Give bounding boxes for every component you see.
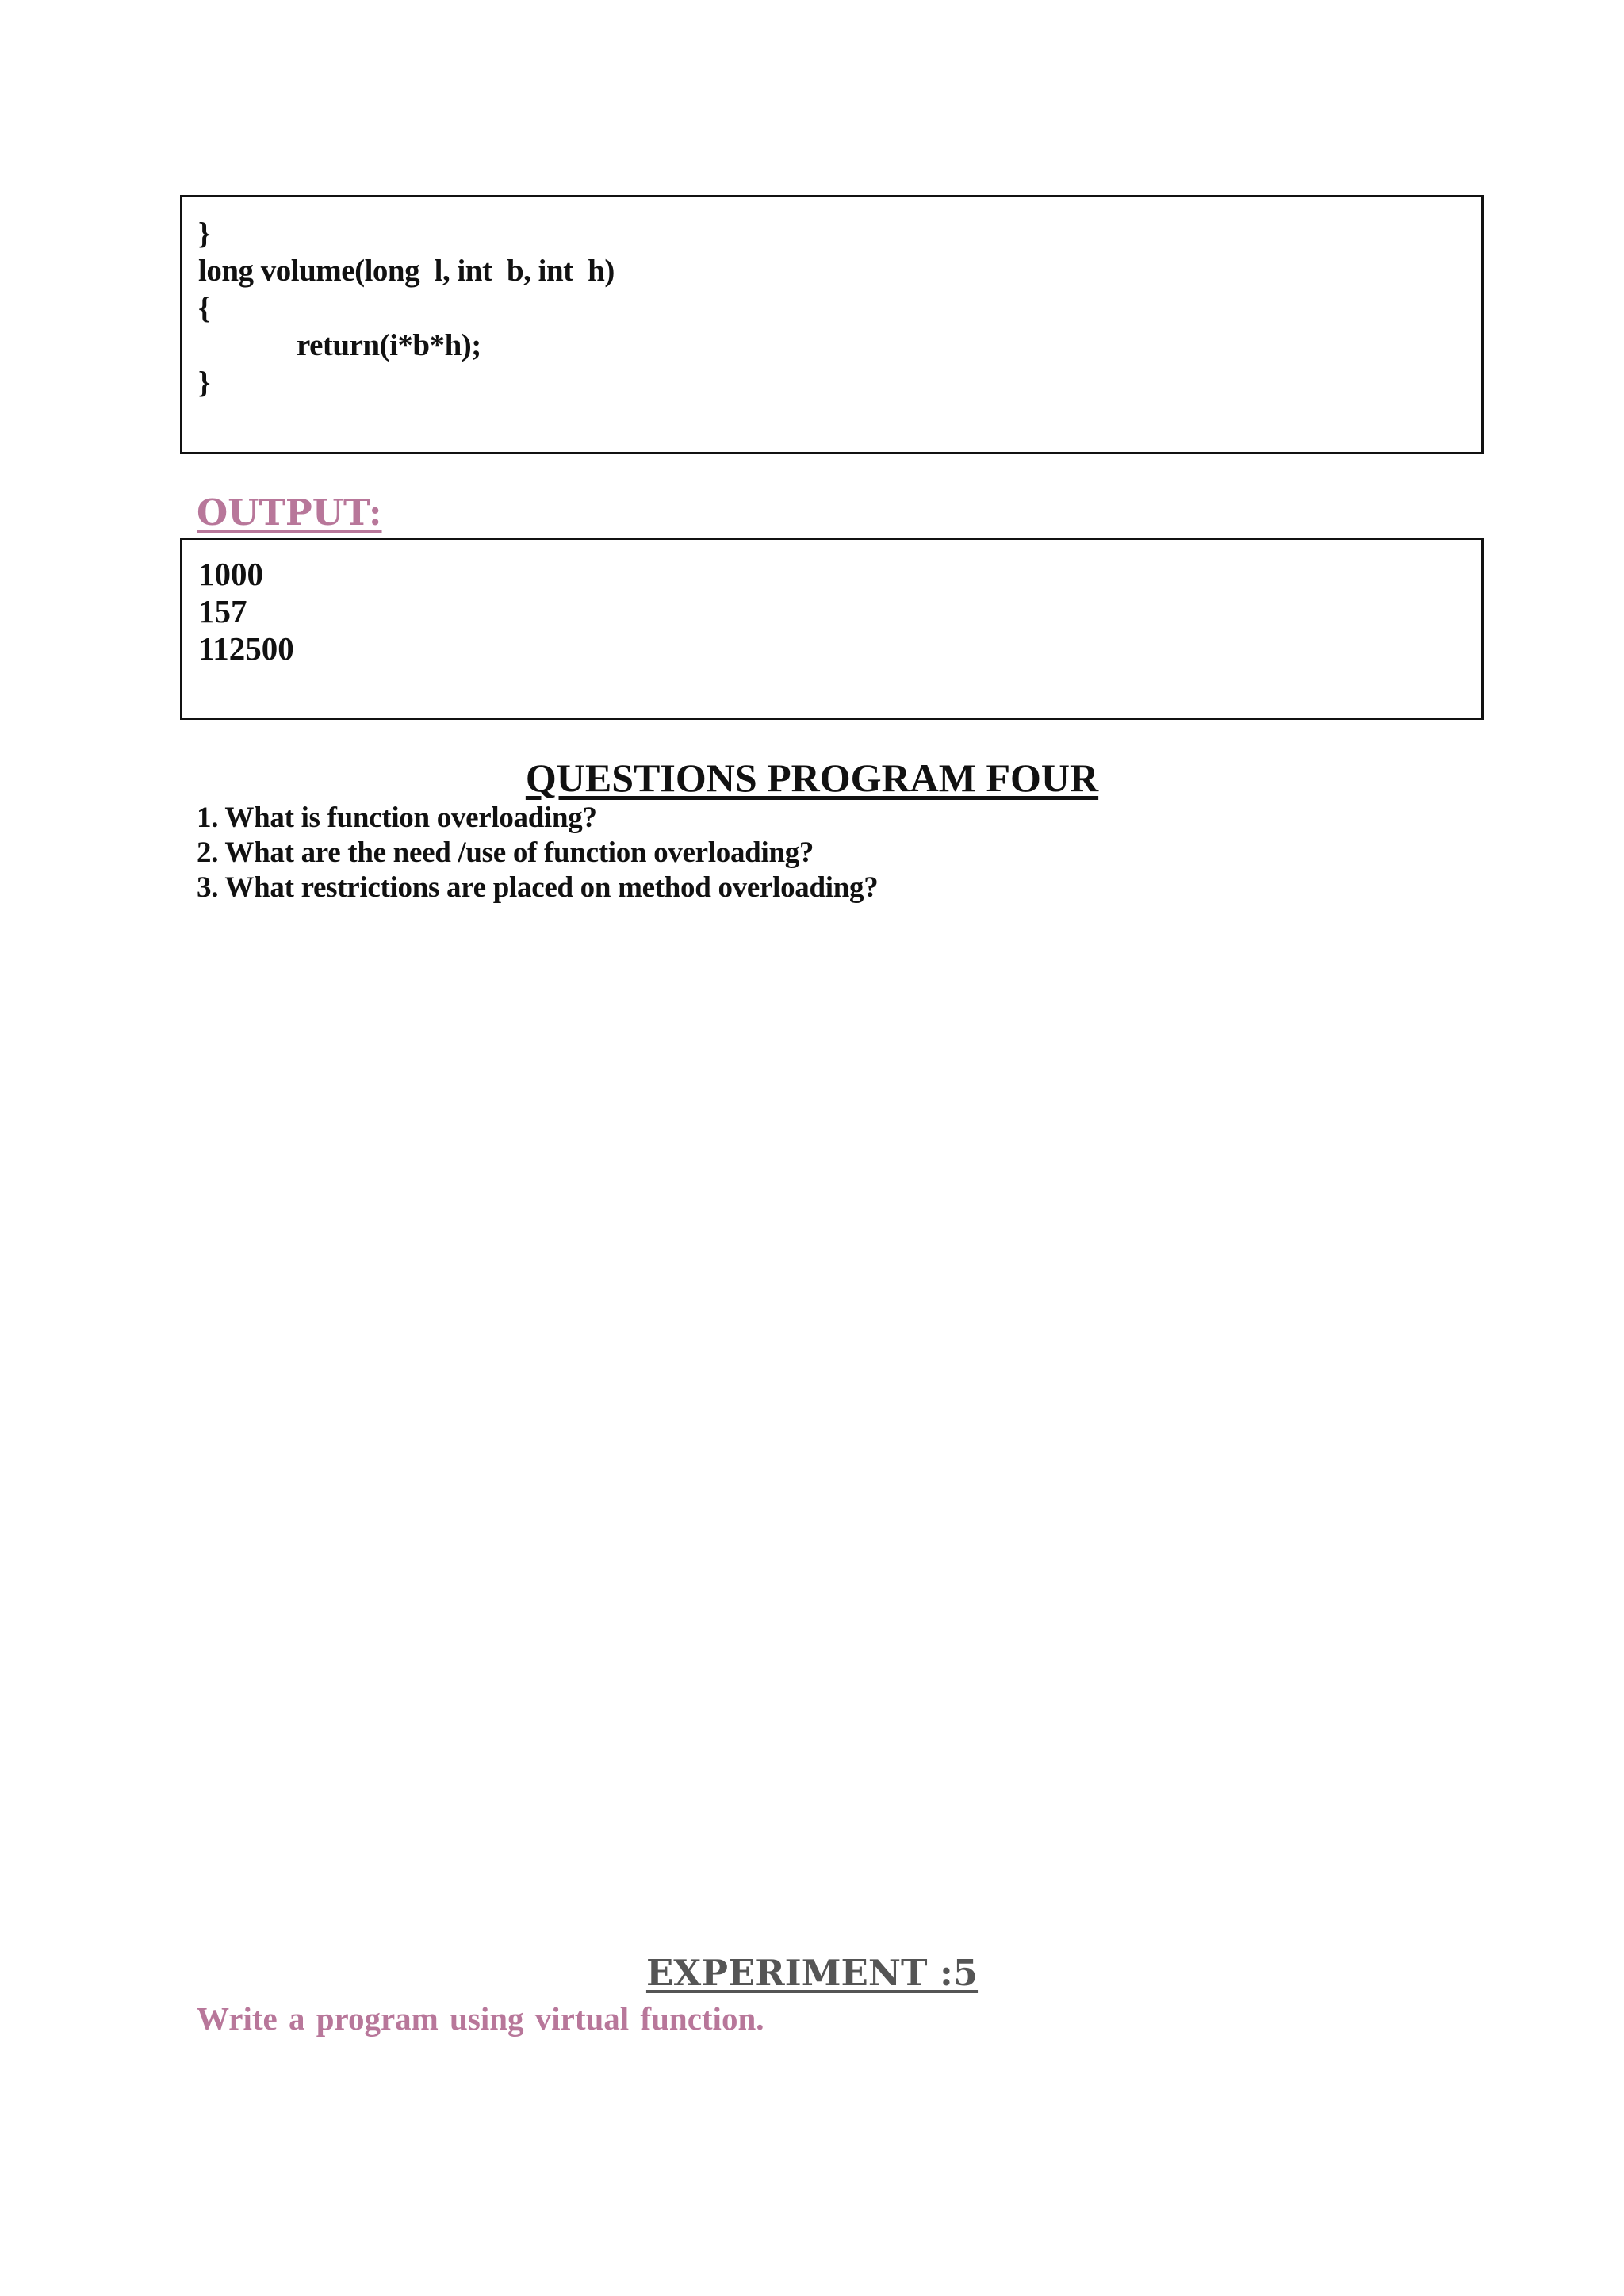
output-box: [180, 538, 1484, 720]
question-item: 3. What restrictions are placed on method overloading?: [197, 871, 879, 904]
question-item: 2. What are the need /use of function overloading?: [197, 836, 814, 869]
questions-list: [197, 801, 878, 905]
code-line: long volume(long l, int b, int h): [198, 254, 615, 288]
output-line: 157: [198, 593, 247, 629]
question-item: 1. What is function overloading?: [197, 802, 597, 834]
experiment-task: Write a program using virtual function.: [197, 2000, 764, 2037]
questions-title: QUESTIONS PROGRAM FOUR: [525, 756, 1099, 800]
code-line: return(i*b*h);: [297, 328, 481, 362]
output-line: 1000: [198, 556, 263, 592]
output-heading: OUTPUT:: [197, 492, 382, 534]
code-line: }: [198, 216, 210, 251]
code-line: }: [198, 365, 210, 400]
code-line: {: [198, 291, 210, 325]
output-line: 112500: [198, 630, 294, 667]
code-box: [180, 195, 1484, 454]
experiment-title: EXPERIMENT :5: [645, 1952, 979, 1994]
